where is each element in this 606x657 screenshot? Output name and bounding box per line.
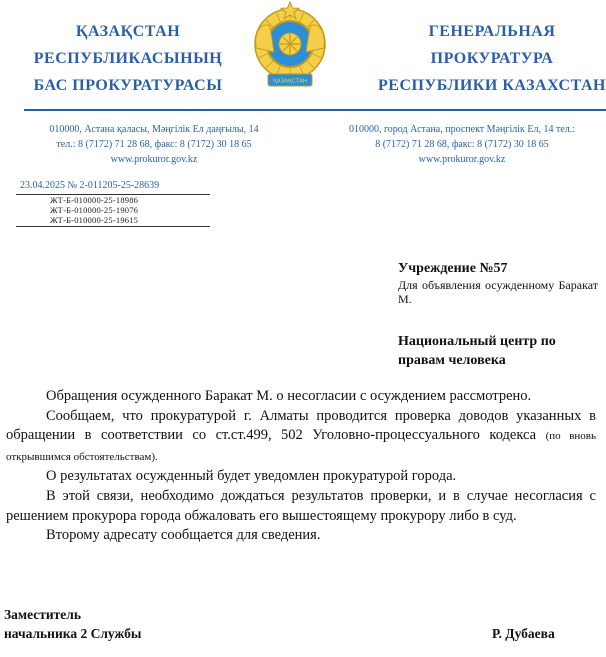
address-kazakh [22, 122, 286, 167]
letter-body [6, 387, 596, 546]
address-russian-line-1: 010000, город Астана, проспект Мәңгілік Ел, 14 тел.: [348, 124, 576, 135]
header-kazakh-line-3: БАС ПРОКУРАТУРАСЫ [33, 77, 223, 94]
header-kazakh-line-2: РЕСПУБЛИКАСЫНЫҢ [33, 50, 223, 67]
addressee-1-org: Учреждение №57 [398, 261, 508, 276]
registration-ref-2: ЖТ-Б-010000-25-19076 [50, 205, 139, 215]
header-kazakh-line-1: ҚАЗАҚСТАН [75, 23, 181, 40]
address-kazakh-website[interactable]: www.prokuror.gov.kz [110, 154, 198, 165]
address-russian [320, 122, 604, 167]
registration-ref-3: ЖТ-Б-010000-25-19615 [50, 215, 139, 225]
addressee-1 [398, 259, 598, 306]
header-russian-line-3: РЕСПУБЛИКИ КАЗАХСТАН [378, 77, 606, 94]
addressee-2-org: Национальный центр по правам человека [398, 334, 556, 368]
addressee-2 [398, 332, 598, 370]
header-russian [378, 18, 606, 99]
address-russian-line-2: 8 (7172) 71 28 68, факс: 8 (7172) 30 18 65 [375, 139, 549, 150]
signatory-name: Р. Дубаева [492, 626, 555, 641]
address-russian-website[interactable]: www.prokuror.gov.kz [418, 154, 506, 165]
header-kazakh [18, 18, 238, 99]
paragraph-4: В этой связи, необходимо дождаться результатов проверки, и в случае несогласия с решением прокурора города обжаловать его вышестоящему прокурору либо в суд. [6, 487, 596, 524]
paragraph-2-note: (по вновь открывшимся обстоятельствам). [6, 430, 597, 463]
paragraph-5: Второму адресату сообщается для сведения. [46, 527, 321, 544]
state-emblem-icon [252, 0, 328, 92]
registration-ref-1: ЖТ-Б-010000-25-18986 [50, 195, 139, 205]
header-russian-line-1: ГЕНЕРАЛЬНАЯ [428, 23, 556, 40]
address-kazakh-line-1: 010000, Астана қаласы, Мәңгілік Ел даңғылы, 14 [49, 124, 259, 135]
paragraph-2-text: Сообщаем, что прокуратурой г. Алматы проводится проверка доводов указанных в обращении в соответствии со ст.ст.499, 502 Уголовно-процессуального кодекса [6, 407, 596, 444]
addressee-1-note: Для объявления осужденному Баракат М. [398, 278, 598, 306]
header-russian-line-2: ПРОКУРАТУРА [430, 50, 554, 67]
paragraph-3: О результатах осужденный будет уведомлен прокуратурой города. [46, 468, 457, 485]
emblem-ribbon-text: ҚАЗАҚСТАН [273, 78, 307, 85]
registration-bottom-rule [16, 226, 210, 227]
signatory-title [4, 605, 141, 643]
signatory-title-line-1: Заместитель [4, 607, 81, 622]
registration-date-number: 23.04.2025 № 2-011205-25-28639 [20, 180, 160, 191]
paragraph-2 [6, 407, 596, 468]
paragraph-1: Обращения осужденного Баракат М. о несогласии с осуждением рассмотрено. [46, 388, 532, 404]
signatory-title-line-2: начальника 2 Службы [4, 626, 142, 641]
header-divider [24, 109, 606, 111]
address-kazakh-line-2: тел.: 8 (7172) 71 28 68, факс: 8 (7172) 30 18 65 [56, 139, 252, 150]
registration-block [16, 179, 210, 227]
